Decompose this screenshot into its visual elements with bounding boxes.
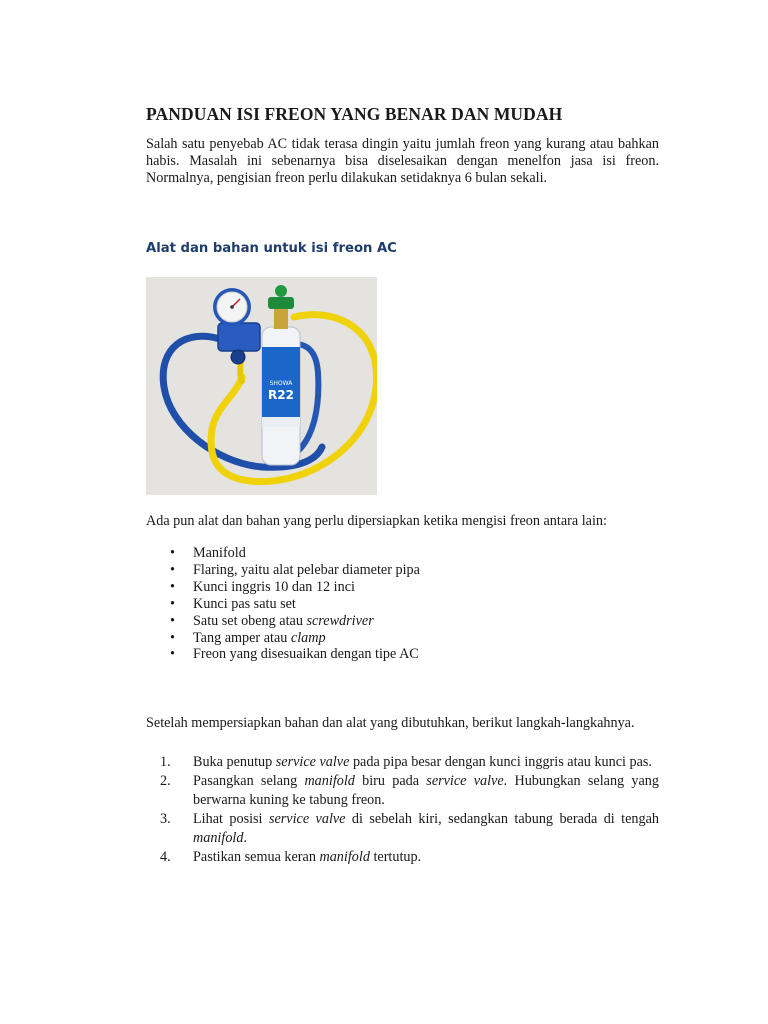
step-number: 1. (160, 754, 171, 770)
tools-lead: Ada pun alat dan bahan yang perlu dipersiapkan ketika mengisi freon antara lain: (146, 513, 607, 529)
step-list-item (146, 772, 659, 810)
step-text-italic: manifold (304, 773, 355, 789)
tool-list-item (146, 646, 420, 663)
freon-equipment-photo (146, 277, 377, 495)
intro-paragraph: Salah satu penyebab AC tidak terasa dingin yaitu jumlah freon yang kurang atau bahkan habis. Masalah ini sebenarnya bisa diselesaikan dengan menelfon jasa isi freon. Normalnya, pengisian freon perlu dilakukan setidaknya 6 bulan sekali. (146, 136, 659, 186)
step-text: tertutup. (369, 849, 422, 865)
tool-text: Satu set obeng atau (193, 612, 307, 629)
tool-list-item (146, 579, 420, 596)
step-text: Buka penutup (193, 754, 276, 770)
step-list-item (146, 810, 659, 848)
tool-list-item (146, 562, 420, 579)
bullet-icon: • (170, 595, 175, 612)
bullet-icon: • (170, 612, 175, 629)
step-text: biru pada (354, 773, 427, 789)
tool-text: Tang amper atau (193, 629, 291, 646)
step-list-item (146, 848, 659, 867)
step-text: Pastikan semua keran (193, 849, 320, 865)
steps-intro: Setelah mempersiapkan bahan dan alat yang dibutuhkan, berikut langkah-langkahnya. (146, 715, 635, 731)
bullet-icon: • (170, 646, 175, 663)
bullet-icon: • (170, 578, 175, 595)
tool-text: Freon yang disesuaikan dengan tipe AC (193, 646, 419, 663)
document-title: PANDUAN ISI FREON YANG BENAR DAN MUDAH (146, 104, 563, 124)
freon-equipment-illustration (146, 277, 377, 495)
tool-list-item (146, 596, 420, 613)
step-text: Pasangkan selang (193, 773, 305, 789)
step-text-italic: service valve (426, 773, 504, 789)
tool-text: Kunci inggris 10 dan 12 inci (193, 578, 355, 595)
step-text: Lihat posisi (193, 811, 269, 827)
step-text: . (243, 830, 247, 846)
tool-text: Manifold (193, 545, 246, 561)
tool-text: Kunci pas satu set (193, 595, 296, 612)
can-brand-text: SHOWA (269, 380, 293, 387)
steps-list (146, 753, 659, 867)
step-number: 2. (160, 773, 171, 789)
step-text-italic: service valve (275, 754, 350, 770)
step-text: pada pipa besar dengan kunci inggris atau kunci pas. (349, 754, 652, 770)
bullet-icon: • (170, 561, 175, 578)
bullet-icon: • (170, 629, 175, 646)
tool-list-item (146, 545, 420, 562)
section-subheading: Alat dan bahan untuk isi freon AC (146, 241, 397, 256)
bullet-icon: • (170, 545, 175, 561)
tools-list (146, 545, 420, 663)
tool-list-item (146, 630, 420, 647)
step-text: . Hubungkan selang yang berwarna kuning ke tabung freon. (193, 773, 659, 808)
tool-text-italic: screwdriver (306, 612, 374, 629)
step-text-italic: manifold (193, 830, 244, 846)
tool-text: Flaring, yaitu alat pelebar diameter pipa (193, 561, 420, 578)
step-number: 3. (160, 811, 171, 827)
step-text: di sebelah kiri, sedangkan tabung berada di tengah (345, 811, 659, 827)
tool-text-italic: clamp (290, 629, 326, 646)
step-text-italic: service valve (268, 811, 346, 827)
step-number: 4. (160, 849, 171, 865)
tool-list-item (146, 613, 420, 630)
step-text-italic: manifold (319, 849, 370, 865)
can-label-text: R22 (268, 388, 294, 402)
step-list-item (146, 753, 659, 772)
